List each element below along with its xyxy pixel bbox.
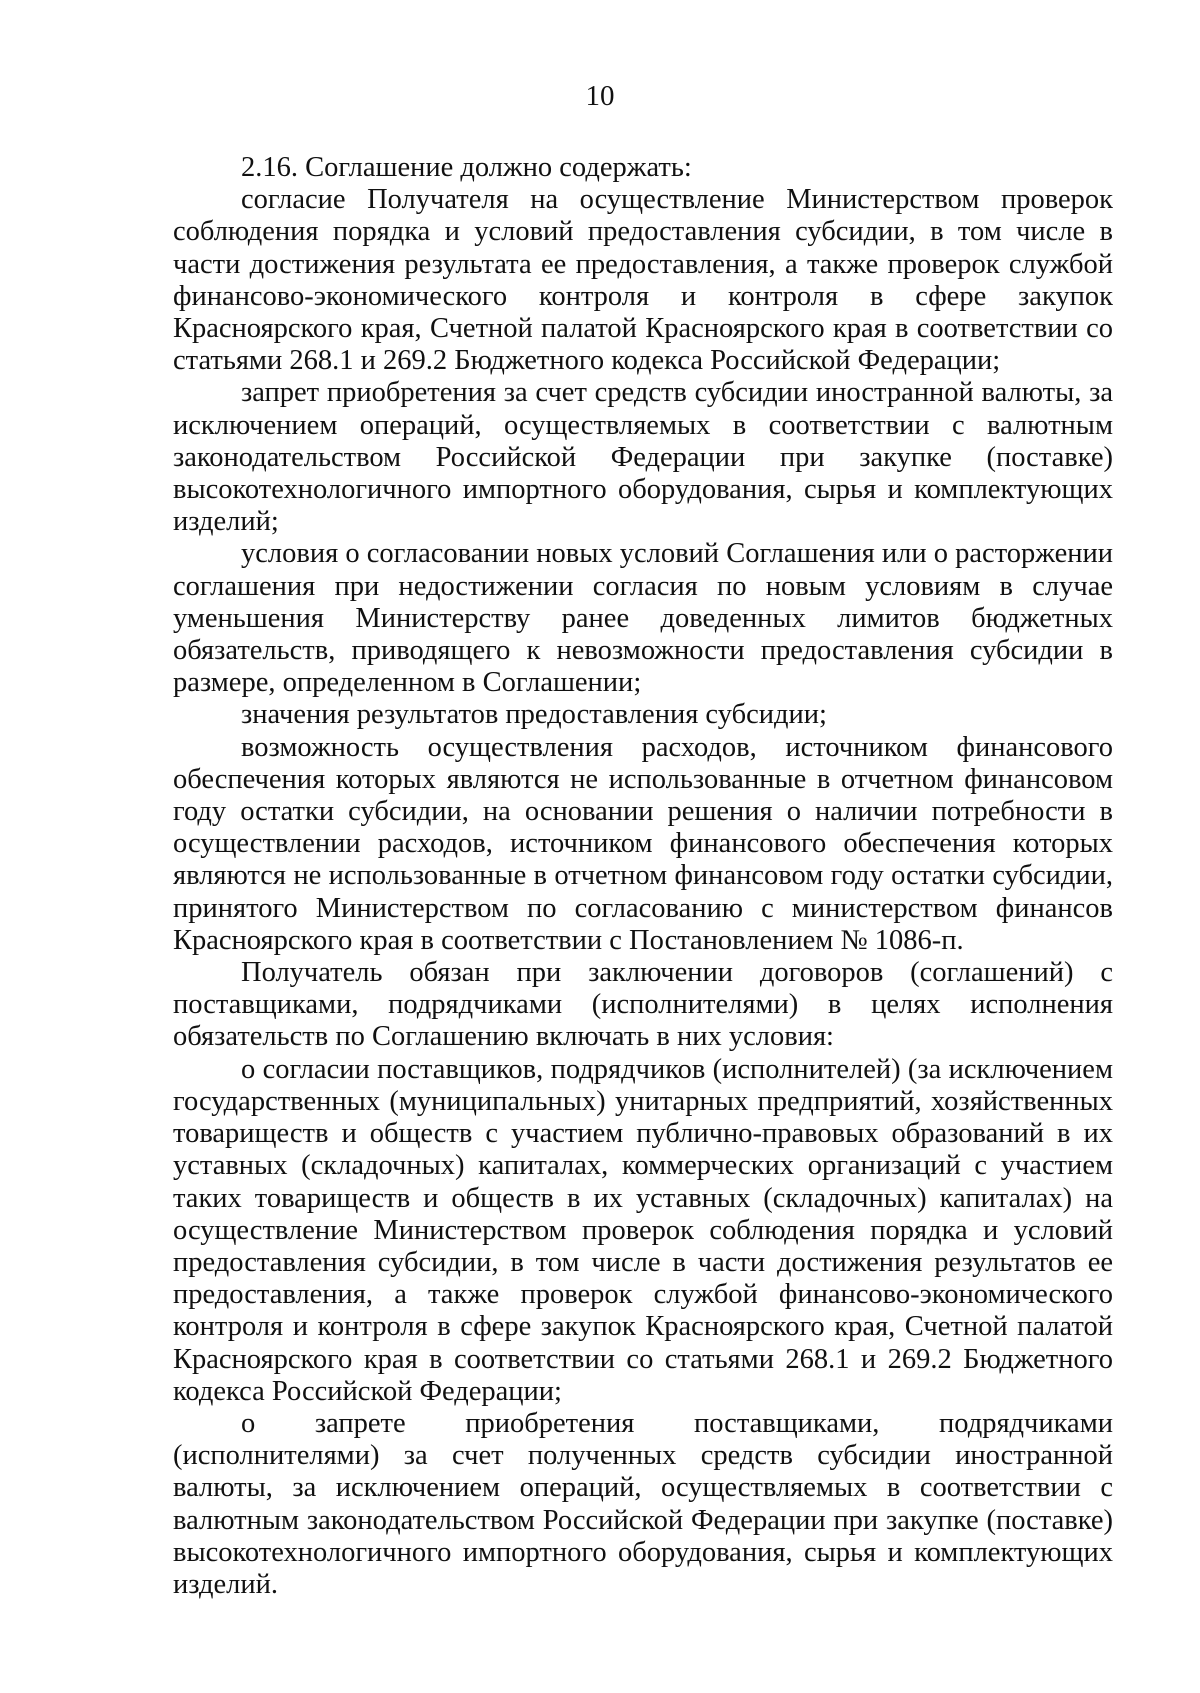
paragraph-supplier-currency-ban: о запрете приобретения поставщиками, подрядчиками (исполнителями) за счет полученных средств субсидии иностранной валюты, за исключением операций, осуществляемых в соответствии с валютным законодательством Российской Федерации при закупке (поставке) высокотехнологичного импортного оборудования, сырья и комплектующих изделий. (173, 1407, 1113, 1600)
paragraph-new-conditions: условия о согласовании новых условий Соглашения или о расторжении соглашения при недостижении согласия по новым условиям в случае уменьшения Министерству ранее доведенных лимитов бюджетных обязательств, приводящего к невозможности предоставления субсидии в размере, определенном в Соглашении; (173, 538, 1113, 699)
paragraph-consent-recipient: согласие Получателя на осуществление Министерством проверок соблюдения порядка и условий предоставления субсидии, в том числе в части достижения результата ее предоставления, а также проверок службой финансово-экономического контроля и контроля в сфере закупок Красноярского края, Счетной палатой Красноярского края в соответствии со статьями 268.1 и 269.2 Бюджетного кодекса Российской Федерации; (173, 184, 1113, 377)
paragraph-currency-ban: запрет приобретения за счет средств субсидии иностранной валюты, за исключением операций, осуществляемых в соответствии с валютным законодательством Российской Федерации при закупке (поставке) высокотехнологичного импортного оборудования, сырья и комплектующих изделий; (173, 377, 1113, 538)
paragraph-result-values: значения результатов предоставления субсидии; (241, 699, 827, 731)
paragraph-supplier-consent: о согласии поставщиков, подрядчиков (исполнителей) (за исключением государственных (муниципальных) унитарных предприятий, хозяйственных товариществ и обществ с участием публично-правовых образований в их уставных (складочных) капиталах, коммерческих организаций с участием таких товариществ и обществ в их уставных (складочных) капиталах) на осуществление Министерством проверок соблюдения порядка и условий предоставления субсидии, в том числе в части достижения результатов ее предоставления, а также проверок службой финансово-экономического контроля и контроля в сфере закупок Красноярского края, Счетной палатой Красноярского края в соответствии со статьями 268.1 и 269.2 Бюджетного кодекса Российской Федерации; (173, 1053, 1113, 1407)
page-number: 10 (585, 80, 615, 112)
section-heading-2-16: 2.16. Соглашение должно содержать: (241, 152, 692, 183)
paragraph-recipient-obligation: Получатель обязан при заключении договоров (соглашений) с поставщиками, подрядчиками (исполнителями) в целях исполнения обязательств по Соглашению включать в них условия: (173, 957, 1113, 1053)
document-body (173, 152, 1113, 1601)
paragraph-unused-balances: возможность осуществления расходов, источником финансового обеспечения которых являются не использованные в отчетном финансовом году остатки субсидии, на основании решения о наличии потребности в осуществлении расходов, источником финансового обеспечения которых являются не использованные в отчетном финансовом году остатки субсидии, принятого Министерством по согласованию с министерством финансов Красноярского края в соответствии с Постановлением № 1086-п. (173, 731, 1113, 956)
